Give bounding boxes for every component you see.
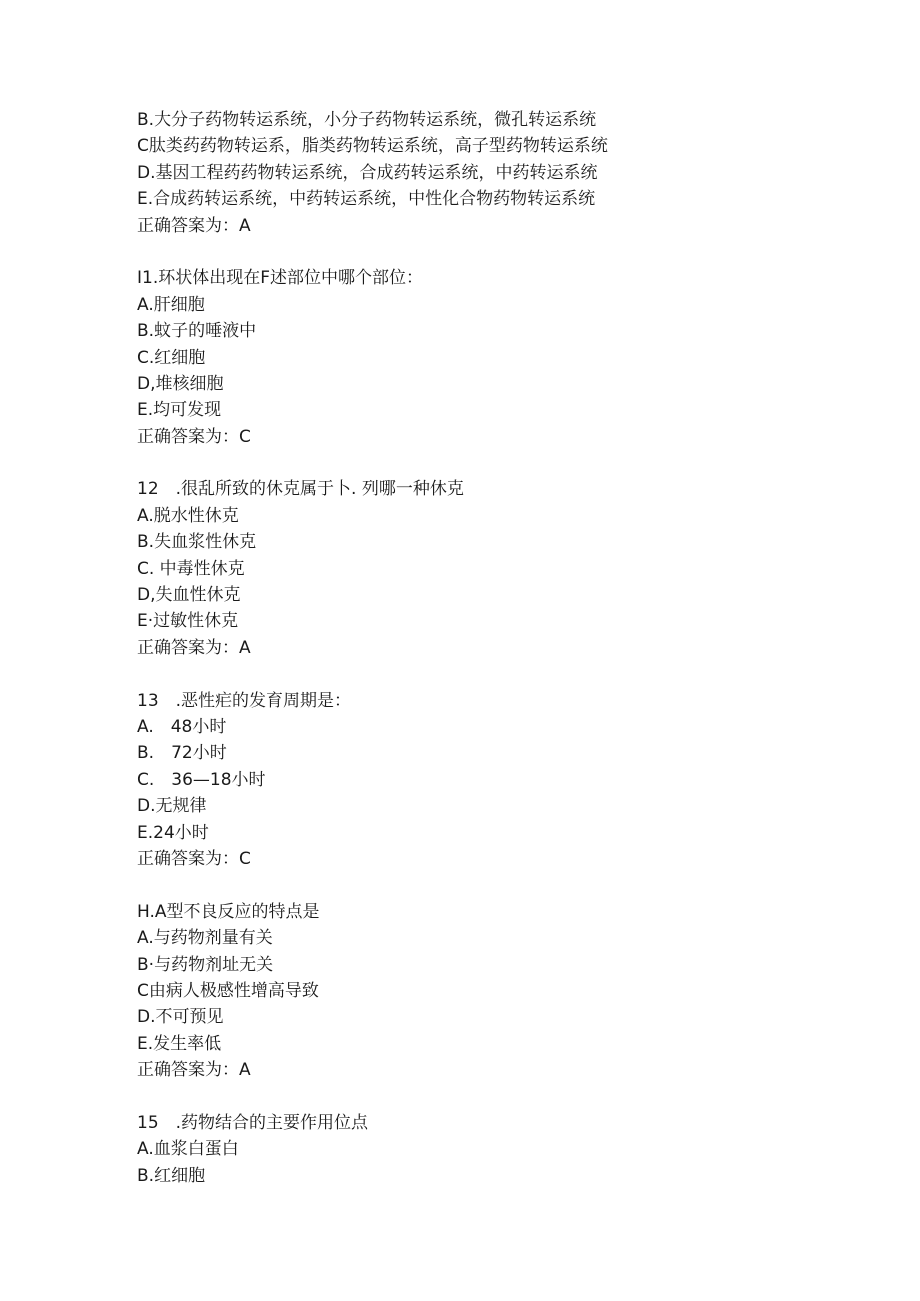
option-line: E.发生率低 bbox=[137, 1033, 222, 1054]
option-line: D.无规律 bbox=[137, 796, 207, 817]
option-line: A. 48小时 bbox=[137, 716, 227, 737]
spacer bbox=[137, 872, 857, 898]
option-line: B. 72小时 bbox=[137, 743, 227, 764]
option-line: E·过敏性休克 bbox=[137, 611, 239, 632]
answer-line: 正确答案为：A bbox=[137, 215, 251, 236]
option-line: C肽类药药物转运系，脂类药物转运系统，高子型药物转运系统 bbox=[137, 136, 608, 157]
answer-line: 正确答案为：A bbox=[137, 1060, 251, 1081]
question-stem: H.A型不良反应的特点是 bbox=[137, 901, 320, 922]
option-line: D,堆核细胞 bbox=[137, 373, 224, 394]
question-stem: 13 .恶性疟的发育周期是： bbox=[137, 690, 352, 711]
question-block-13 bbox=[137, 688, 857, 873]
answer-line: 正确答案为：C bbox=[137, 426, 251, 447]
spacer bbox=[137, 661, 857, 687]
option-line: D,失血性休克 bbox=[137, 585, 241, 606]
option-line: D.不可预见 bbox=[137, 1007, 224, 1028]
option-line: D.基因工程药药物转运系统，合成药转运系统，中药转运系统 bbox=[137, 162, 598, 183]
answer-line: 正确答案为：C bbox=[137, 848, 251, 869]
option-line: E.24小时 bbox=[137, 822, 209, 843]
spacer bbox=[137, 1083, 857, 1109]
option-line: C. 36—18小时 bbox=[137, 769, 266, 790]
question-stem: 15 .药物结合的主要作用位点 bbox=[137, 1112, 369, 1133]
question-block-12 bbox=[137, 476, 857, 661]
option-line: A.与药物剂量有关 bbox=[137, 928, 273, 949]
question-block-15 bbox=[137, 1110, 857, 1189]
option-line: B.红细胞 bbox=[137, 1165, 206, 1186]
option-line: E.均可发现 bbox=[137, 400, 222, 421]
question-block-14 bbox=[137, 899, 857, 1084]
option-line: C由病人极感性增高导致 bbox=[137, 980, 319, 1001]
spacer bbox=[137, 450, 857, 476]
option-line: B.大分子药物转运系统，小分子药物转运系统，微孔转运系统 bbox=[137, 110, 597, 130]
spacer bbox=[137, 239, 857, 265]
option-line: E.合成药转运系统，中药转运系统，中性化合物药物转运系统 bbox=[137, 189, 596, 210]
answer-line: 正确答案为：A bbox=[137, 637, 251, 658]
option-line: B·与药物剂址无关 bbox=[137, 954, 274, 975]
question-stem: 12 .很乱所致的休克属于卜. 列哪一种休克 bbox=[137, 479, 464, 500]
document-page bbox=[137, 107, 857, 1189]
question-block-prev bbox=[137, 107, 857, 239]
option-line: A.肝细胞 bbox=[137, 294, 205, 315]
question-stem: I1.环状体出现在F述部位中哪个部位： bbox=[137, 268, 424, 289]
option-line: C.红细胞 bbox=[137, 347, 206, 368]
option-line: C. 中毒性休克 bbox=[137, 558, 245, 579]
option-line: B.失血浆性休克 bbox=[137, 532, 257, 553]
question-block-11 bbox=[137, 265, 857, 450]
option-line: A.血浆白蛋白 bbox=[137, 1139, 239, 1160]
option-line: A.脱水性休克 bbox=[137, 505, 239, 526]
option-line: B.蚊子的唾液中 bbox=[137, 321, 257, 342]
